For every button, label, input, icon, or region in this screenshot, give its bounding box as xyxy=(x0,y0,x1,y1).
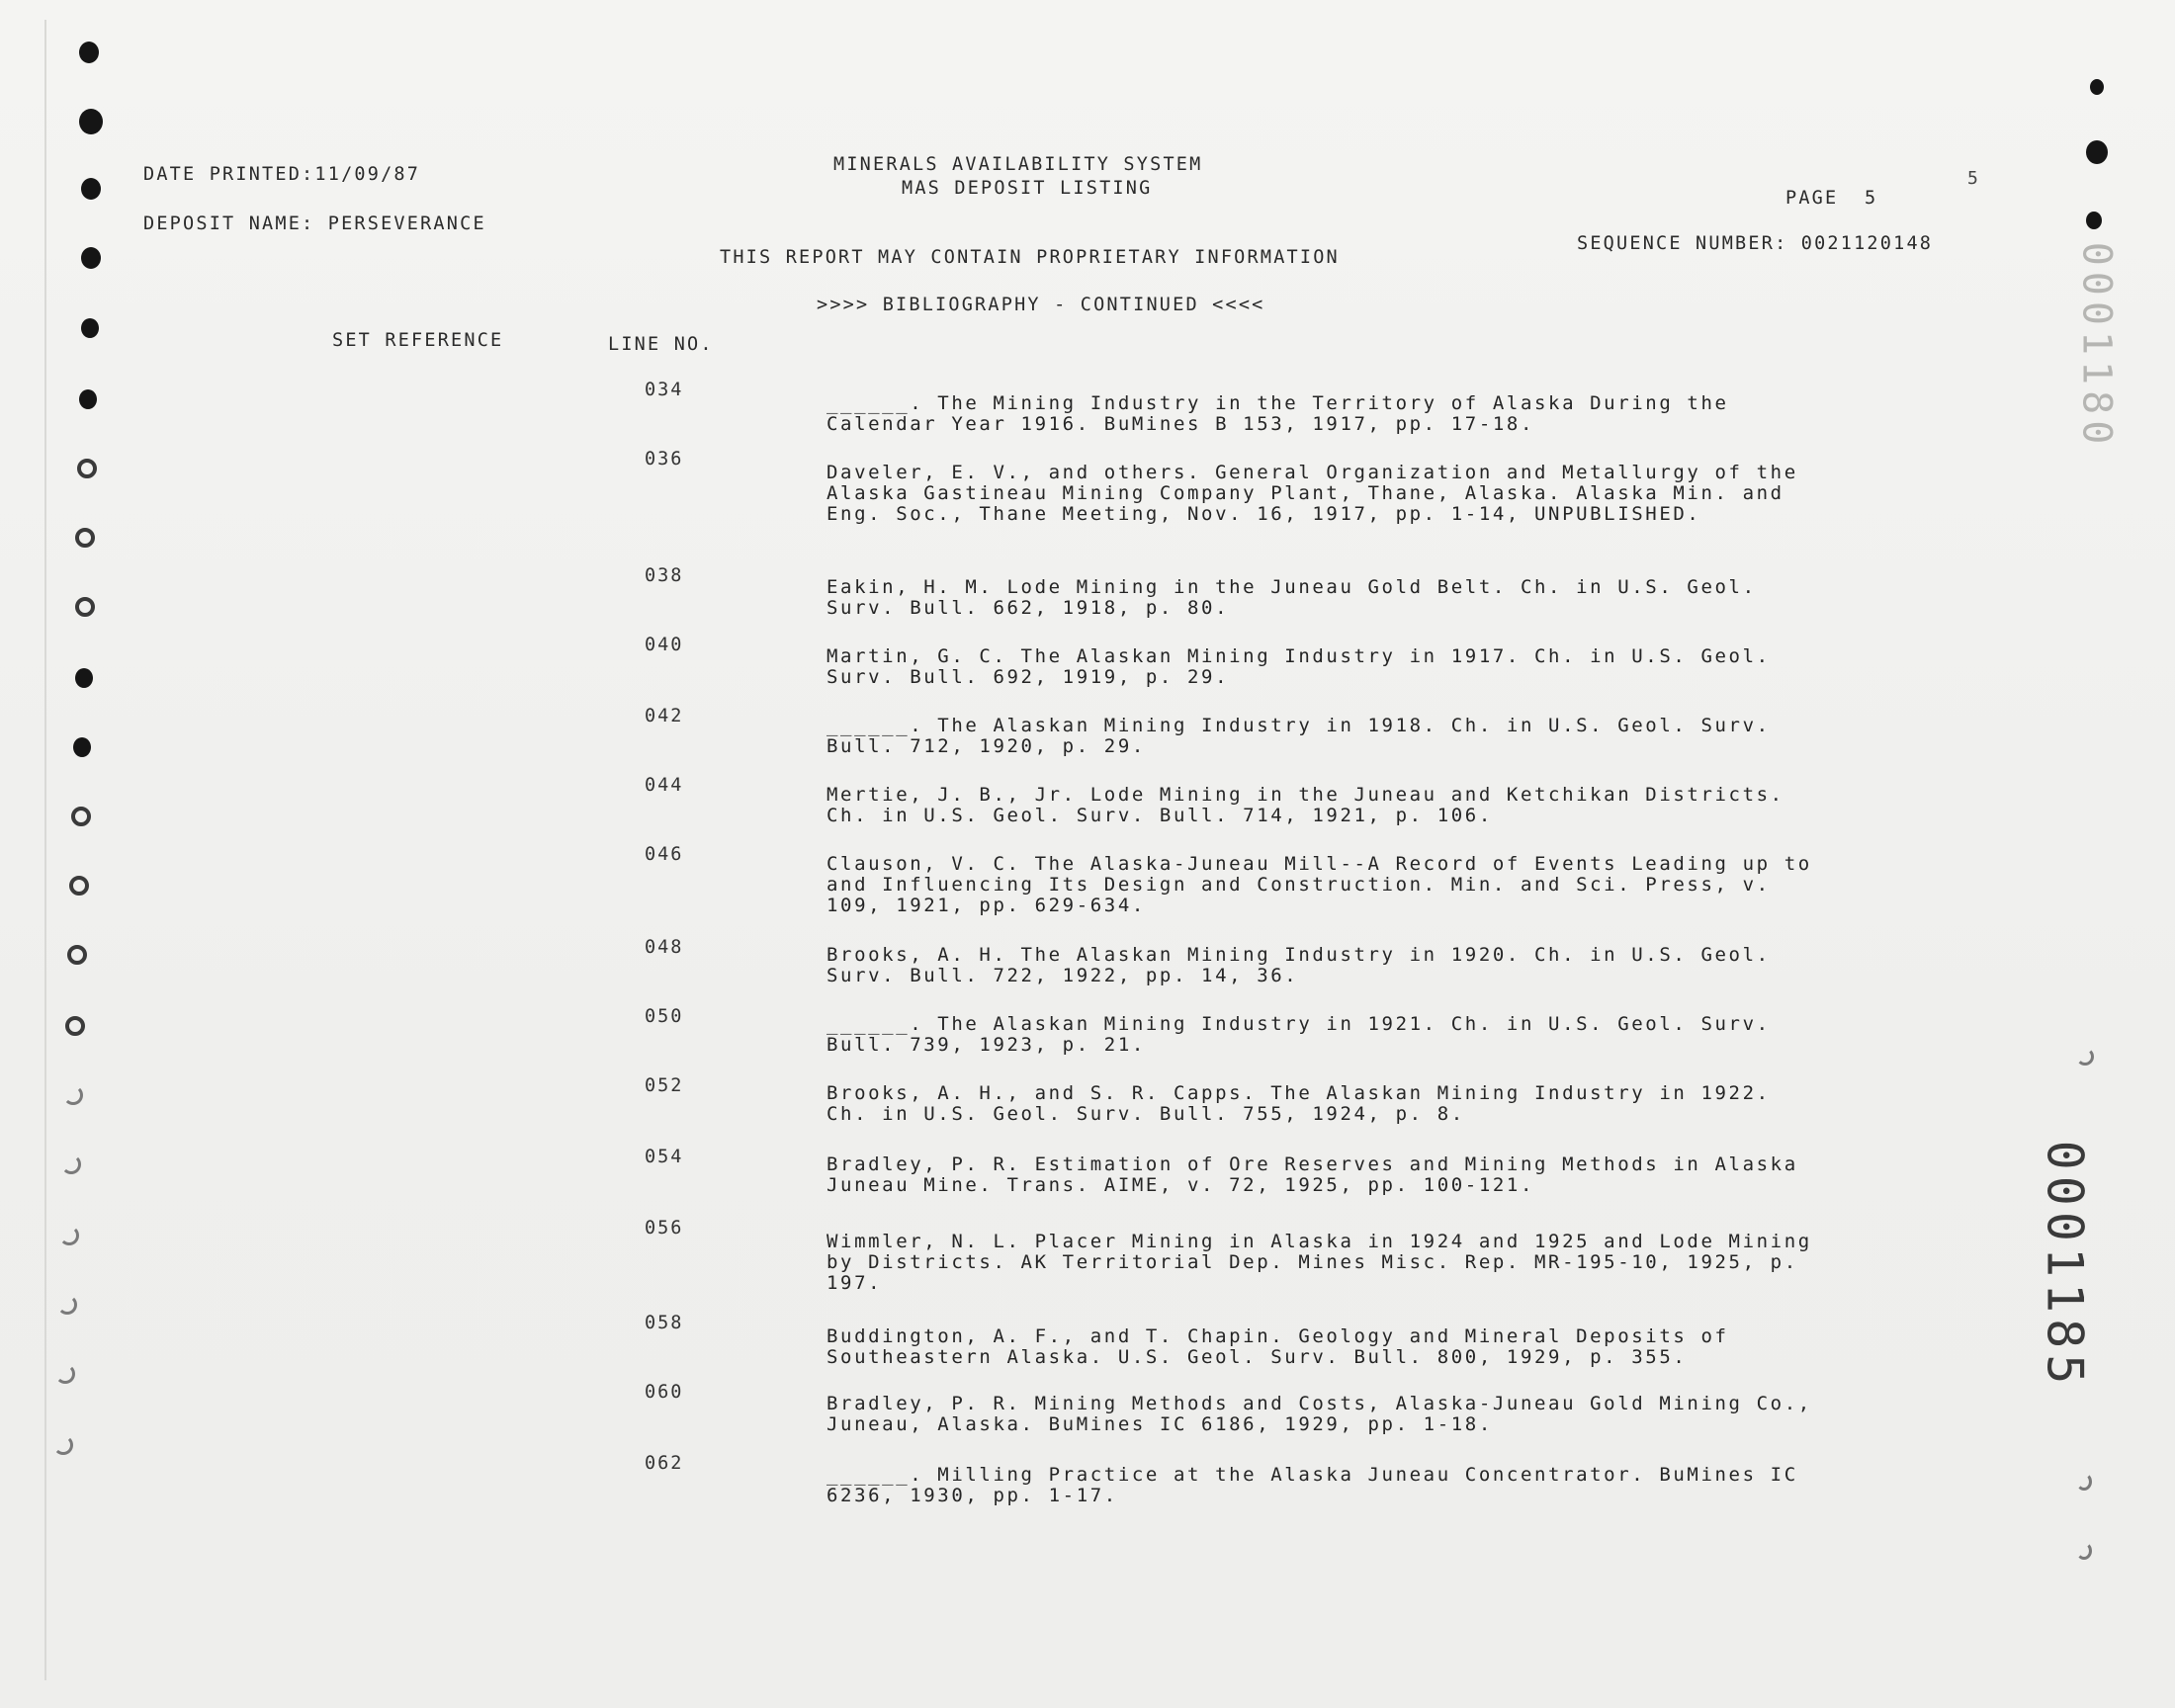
line-number: 046 xyxy=(645,844,684,865)
reference-text: Clauson, V. C. The Alaska-Juneau Mill--A Record of Events Leading up to and Influencing Its Design and Construction. Min. and Sci. Press, v. 109, 1921, pp. 629-634. xyxy=(826,853,1812,916)
feed-hole xyxy=(75,597,95,617)
reference-text: Brooks, A. H., and S. R. Capps. The Alaskan Mining Industry in 1922. Ch. in U.S. Geol. Surv. Bull. 755, 1924, p. 8. xyxy=(826,1082,1771,1125)
feed-hole xyxy=(75,528,95,548)
sequence-number: SEQUENCE NUMBER: 0021120148 xyxy=(1577,233,1934,254)
reference-text: Daveler, E. V., and others. General Organization and Metallurgy of the Alaska Gastineau Mining Company Plant, Thane, Alaska. Alaska Min. and Eng. Soc., Thane Meeting, Nov. 16, 1917, pp. 1-14, UNPUBLISHED. xyxy=(826,462,1798,525)
column-header-line-no: LINE NO. xyxy=(608,334,714,355)
line-number: 036 xyxy=(645,449,684,470)
line-number: 060 xyxy=(645,1382,684,1403)
feed-hole xyxy=(61,1154,81,1174)
feed-hole xyxy=(81,178,101,200)
page-number-mark: 5 xyxy=(1967,168,1978,189)
feed-hole xyxy=(67,945,87,965)
line-number: 058 xyxy=(645,1313,684,1333)
line-number: 034 xyxy=(645,380,684,400)
reference-text: Bradley, P. R. Estimation of Ore Reserves and Mining Methods in Alaska Juneau Mine. Trans. AIME, v. 72, 1925, pp. 100-121. xyxy=(826,1153,1798,1196)
reference-text: Martin, G. C. The Alaskan Mining Industry in 1917. Ch. in U.S. Geol. Surv. Bull. 692, 1919, p. 29. xyxy=(826,645,1771,688)
reference-text: Brooks, A. H. The Alaskan Mining Industry in 1920. Ch. in U.S. Geol. Surv. Bull. 722, 1922, pp. 14, 36. xyxy=(826,944,1771,986)
feed-hole xyxy=(69,876,89,896)
line-number: 042 xyxy=(645,706,684,726)
proprietary-notice: THIS REPORT MAY CONTAIN PROPRIETARY INFORMATION xyxy=(720,247,1340,268)
line-number: 048 xyxy=(645,937,684,958)
feed-hole xyxy=(2090,79,2104,95)
reference-text: ______. The Alaskan Mining Industry in 1921. Ch. in U.S. Geol. Surv. Bull. 739, 1923, p. 21. xyxy=(826,1013,1771,1056)
reference-text: Bradley, P. R. Mining Methods and Costs, Alaska-Juneau Gold Mining Co., Juneau, Alaska. BuMines IC 6186, 1929, pp. 1-18. xyxy=(826,1393,1812,1435)
feed-hole xyxy=(81,318,99,338)
feed-hole xyxy=(63,1085,83,1105)
reference-text: Wimmler, N. L. Placer Mining in Alaska in 1924 and 1925 and Lode Mining by Districts. AK Territorial Dep. Mines Misc. Rep. MR-195-10, 1925, p. 197. xyxy=(826,1231,1812,1294)
feed-hole xyxy=(75,668,93,688)
feed-hole xyxy=(2076,1473,2092,1491)
feed-hole xyxy=(2086,140,2108,164)
faint-stamp-text: 0001180 xyxy=(2073,241,2120,451)
feed-hole xyxy=(77,459,97,478)
feed-hole xyxy=(59,1226,79,1245)
page-label: PAGE 5 xyxy=(1785,188,1878,209)
line-number: 056 xyxy=(645,1218,684,1238)
reference-text: ______. The Mining Industry in the Territory of Alaska During the Calendar Year 1916. BuMines B 153, 1917, pp. 17-18. xyxy=(826,392,1729,435)
section-title: >>>> BIBLIOGRAPHY - CONTINUED <<<< xyxy=(817,295,1265,315)
feed-hole xyxy=(81,247,101,269)
feed-hole xyxy=(2076,1048,2094,1066)
feed-hole xyxy=(53,1435,73,1455)
feed-hole xyxy=(73,737,91,757)
reference-text: Mertie, J. B., Jr. Lode Mining in the Juneau and Ketchikan Districts. Ch. in U.S. Geol. Surv. Bull. 714, 1921, p. 106. xyxy=(826,784,1784,826)
system-title: MINERALS AVAILABILITY SYSTEM xyxy=(833,154,1203,175)
line-number: 044 xyxy=(645,775,684,796)
reference-text: Buddington, A. F., and T. Chapin. Geology and Mineral Deposits of Southeastern Alaska. U.S. Geol. Surv. Bull. 800, 1929, p. 355. xyxy=(826,1325,1729,1368)
faint-stamp-number xyxy=(2066,241,2126,451)
line-number: 040 xyxy=(645,635,684,655)
column-header-set-reference: SET REFERENCE xyxy=(332,330,504,351)
feed-hole xyxy=(79,42,99,63)
feed-hole xyxy=(79,389,97,409)
feed-hole xyxy=(65,1016,85,1036)
feed-hole xyxy=(2086,212,2102,229)
line-number: 052 xyxy=(645,1075,684,1096)
line-number: 050 xyxy=(645,1006,684,1027)
reference-text: Eakin, H. M. Lode Mining in the Juneau Gold Belt. Ch. in U.S. Geol. Surv. Bull. 662, 1918, p. 80. xyxy=(826,576,1757,619)
feed-hole xyxy=(2076,1542,2092,1560)
feed-hole xyxy=(71,807,91,826)
deposit-name: DEPOSIT NAME: PERSEVERANCE xyxy=(143,214,486,234)
tear-edge xyxy=(44,20,46,1680)
feed-hole xyxy=(57,1295,77,1315)
line-number: 038 xyxy=(645,565,684,586)
line-number: 062 xyxy=(645,1453,684,1474)
date-printed: DATE PRINTED:11/09/87 xyxy=(143,164,421,185)
reference-text: ______. The Alaskan Mining Industry in 1918. Ch. in U.S. Geol. Surv. Bull. 712, 1920, p. 29. xyxy=(826,715,1771,757)
feed-hole xyxy=(79,109,103,134)
feed-hole xyxy=(55,1364,75,1384)
listing-title: MAS DEPOSIT LISTING xyxy=(902,178,1153,199)
document-number-stamp xyxy=(2025,1140,2104,1391)
reference-text: ______. Milling Practice at the Alaska Juneau Concentrator. BuMines IC 6236, 1930, pp. 1-17. xyxy=(826,1464,1798,1506)
line-number: 054 xyxy=(645,1147,684,1167)
document-number-text: 0001185 xyxy=(2036,1140,2093,1391)
